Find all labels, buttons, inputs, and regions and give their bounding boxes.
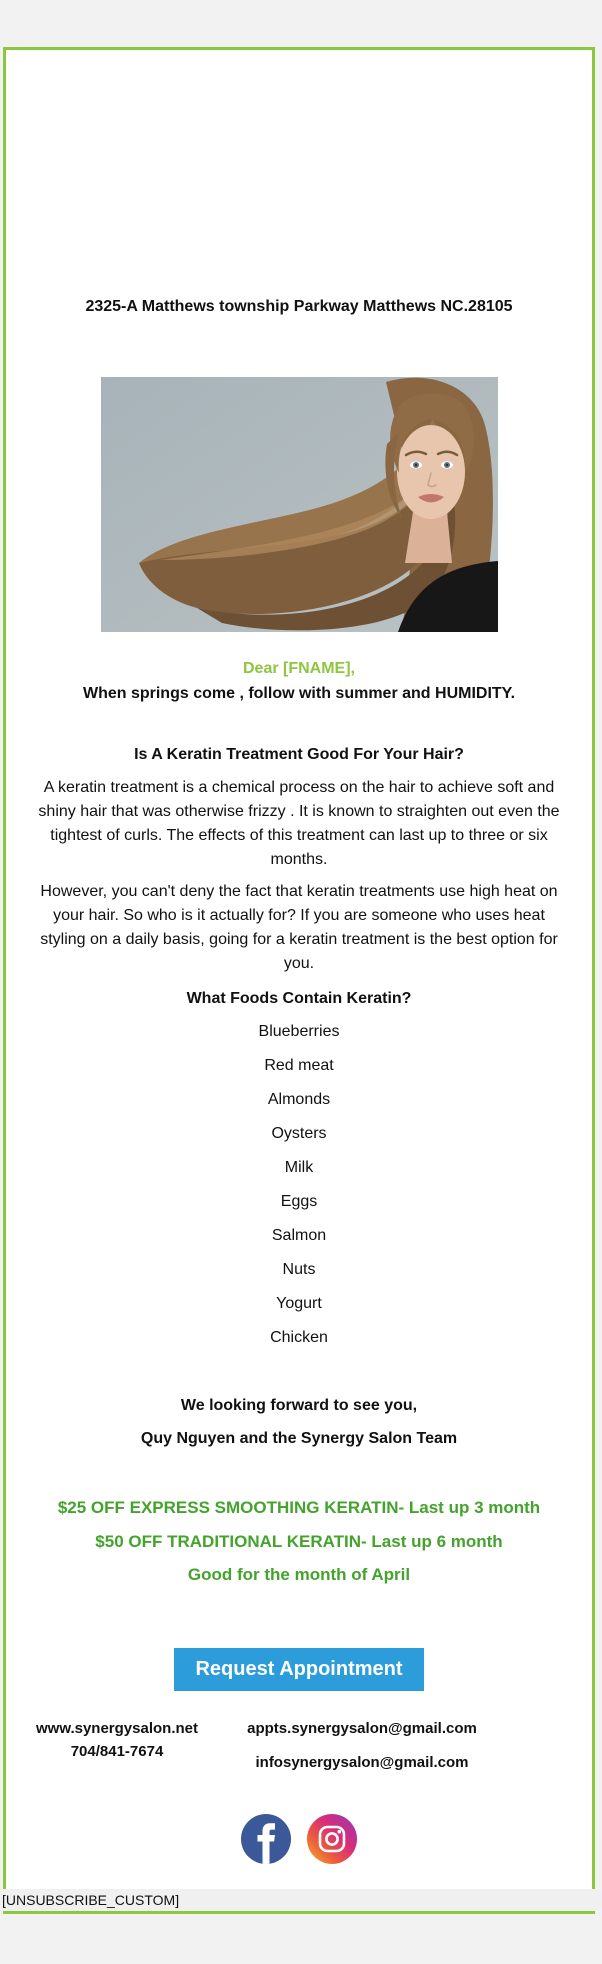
food-item-yogurt: Yogurt bbox=[276, 1295, 322, 1312]
promo-valid-month: Good for the month of April bbox=[187, 1565, 411, 1584]
cta-row bbox=[6, 1648, 592, 1691]
food-item-nuts: Nuts bbox=[282, 1261, 316, 1278]
info-email-link[interactable]: infosynergysalon@gmail.com bbox=[255, 1754, 469, 1771]
food-item-salmon: Salmon bbox=[271, 1227, 327, 1244]
food-item-blueberries: Blueberries bbox=[258, 1023, 340, 1040]
hero-image bbox=[101, 377, 498, 632]
unsubscribe-text[interactable]: [UNSUBSCRIBE_CUSTOM] bbox=[2, 1892, 180, 1908]
website-link[interactable]: www.synergysalon.net bbox=[36, 1720, 198, 1737]
article-heading-keratin: Is A Keratin Treatment Good For Your Hair? bbox=[134, 746, 464, 763]
greeting-intro: When springs come , follow with summer and HUMIDITY. bbox=[82, 685, 516, 702]
food-item-milk: Milk bbox=[284, 1159, 314, 1176]
food-item-eggs: Eggs bbox=[280, 1193, 318, 1210]
promo-express-keratin: $25 OFF EXPRESS SMOOTHING KERATIN- Last up 3 month bbox=[57, 1498, 541, 1517]
request-appointment-button[interactable]: Request Appointment bbox=[174, 1648, 423, 1691]
article-paragraph-2: However, you can't deny the fact that keratin treatments use high heat on your hair. So who is it actually for? If you are someone who uses heat styling on a daily basis, going for a keratin treatment is the best option for you. bbox=[40, 883, 558, 972]
phone-number: 704/841-7674 bbox=[70, 1743, 164, 1760]
contact-block bbox=[6, 1719, 592, 1772]
food-item-almonds: Almonds bbox=[267, 1091, 331, 1108]
contact-right-column bbox=[228, 1719, 496, 1772]
instagram-icon[interactable] bbox=[307, 1814, 357, 1864]
unsubscribe-bar[interactable] bbox=[0, 1889, 602, 1911]
appointments-email-link[interactable]: appts.synergysalon@gmail.com bbox=[247, 1720, 477, 1737]
food-item-red-meat: Red meat bbox=[264, 1057, 334, 1074]
article-heading-foods: What Foods Contain Keratin? bbox=[186, 990, 412, 1007]
signoff-line-1: We looking forward to see you, bbox=[180, 1397, 418, 1414]
food-item-chicken: Chicken bbox=[270, 1329, 328, 1346]
contact-left-column bbox=[6, 1719, 228, 1772]
email-container bbox=[3, 47, 595, 1914]
promo-traditional-keratin: $50 OFF TRADITIONAL KERATIN- Last up 6 month bbox=[95, 1532, 503, 1551]
signoff-line-2: Quy Nguyen and the Synergy Salon Team bbox=[140, 1430, 458, 1447]
facebook-icon[interactable] bbox=[241, 1814, 291, 1864]
foods-list bbox=[6, 1022, 592, 1347]
salon-address: 2325-A Matthews township Parkway Matthews NC.28105 bbox=[85, 298, 513, 315]
social-icons-row bbox=[6, 1814, 592, 1864]
article-paragraph-1: A keratin treatment is a chemical process on the hair to achieve soft and shiny hair that was otherwise frizzy . It is known to straighten out even the tightest of curls. The effects of this treatment can last up to three or six months. bbox=[38, 779, 560, 868]
food-item-oysters: Oysters bbox=[271, 1125, 327, 1142]
greeting-salutation: Dear [FNAME], bbox=[242, 660, 355, 677]
